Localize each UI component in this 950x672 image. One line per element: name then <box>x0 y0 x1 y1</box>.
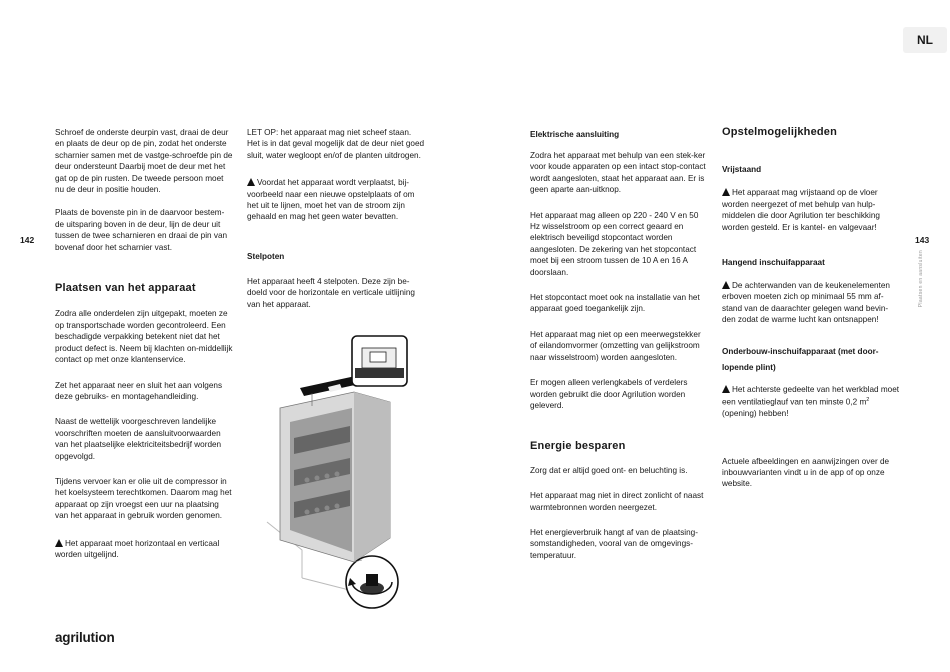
paragraph: Plaats de bovenste pin in de daarvoor bestem-de uitsparing boven in de deur, lijn de deur uit tussen de twee scharnieren en draai de pin van bovenaf door het scharnier vast. <box>55 208 228 252</box>
language-badge: NL <box>903 27 947 53</box>
paragraph: Tijdens vervoer kan er olie uit de compressor in het koelsysteem terechtkomen. Daarom mag het apparaat op zijn vroegst een uur na plaatsing van het apparaat in gebruik worden genomen. <box>55 476 232 521</box>
paragraph: Het apparaat mag niet op een meerwegstekker of eilandomvormer (omzetting van gelijkstroom naar wisselstroom) worden aangesloten. <box>530 329 701 362</box>
paragraph: Zorg dat er altijd goed ont- en beluchting is. <box>530 465 688 475</box>
paragraph: Het apparaat heeft 4 stelpoten. Deze zijn be-doeld voor de horizontale en verticale uitlijning van het apparaat. <box>247 276 415 309</box>
subsection-heading: Vrijstaand <box>722 165 762 175</box>
warning-icon <box>247 178 255 186</box>
paragraph: Er mogen alleen verlengkabels of verdelers worden gebruikt die door Agrilution worden geleverd. <box>530 378 688 410</box>
column-3 <box>530 127 708 573</box>
appliance-illustration <box>262 330 412 610</box>
section-heading: Plaatsen van het apparaat <box>55 282 196 295</box>
page-number-right: 143 <box>915 235 930 245</box>
agrilution-logo: agrilution <box>55 630 115 645</box>
subsection-heading: Onderbouw-inschuifapparaat (met door-lopende plint) <box>722 346 879 372</box>
page-number-left: 142 <box>20 235 35 245</box>
column-2 <box>247 127 425 322</box>
column-1 <box>55 127 233 572</box>
subsection-heading: Elektrische aansluiting <box>530 130 620 139</box>
paragraph: Het energieverbruik hangt af van de plaatsing-somstandigheden, vooral van de omgevings-temperatuur. <box>530 527 698 560</box>
paragraph: Het apparaat mag niet in direct zonlicht of naast warmtebronnen worden neergezet. <box>530 491 704 512</box>
paragraph: Het apparaat mag alleen op 220 - 240 V en 50 Hz wisselstroom op een correct geaard en elektrisch beveiligd stopcontact worden aangesloten. De zekering van het stopcontact moet bij een stroom tussen de 10 A en 16 A doorslaan. <box>530 210 699 277</box>
warning-paragraph: Voordat het apparaat wordt verplaatst, bij-voorbeeld naar een nieuwe opstelplaats of om het uit te lijnen, moet het van de stroom zijn gehaald en mag het geen water bevatten. <box>247 178 415 222</box>
paragraph: Zodra alle onderdelen zijn uitgepakt, moeten ze op transportschade worden gecontroleerd. Een beschadigde verpakking betekent niet dat het product defect is. Neem bij klachten on-middellijk contact op met onze klantenservice. <box>55 309 233 365</box>
subsection-heading: Stelpoten <box>247 251 285 261</box>
warning-icon <box>55 539 63 547</box>
warning-icon <box>722 385 730 393</box>
paragraph: Zodra het apparaat met behulp van een stek-ker voor koude apparaten op een intact stop-contact wordt aangesloten, staat het apparaat aan. Er is geen aparte aan-uitknop. <box>530 151 706 195</box>
warning-paragraph: Het apparaat mag vrijstaand op de vloer worden neergezet of met behulp van hulp-middelen die door Agrilution ter beschikking worden gesteld. Er is kantel- en valgevaar! <box>722 188 880 232</box>
subsection-heading: Hangend inschuifapparaat <box>722 258 825 268</box>
paragraph: Naast de wettelijk voorgeschreven landelijke voorschriften moeten de aansluitvoorwaarden van het plaatselijke elektriciteitsbedrijf worden opgevolgd. <box>55 417 222 461</box>
section-heading: Energie besparen <box>530 440 626 453</box>
warning-paragraph: De achterwanden van de keukenelementen erboven moeten zich op minimaal 55 mm af-stand van de daarachter gelegen wand bevin-den zodat de warme lucht kan ontsnappen! <box>722 281 890 325</box>
warning-icon <box>722 188 730 196</box>
paragraph: LET OP: het apparaat mag niet scheef staan. Het is in dat geval mogelijk dat de deur niet goed sluit, water wegloopt en/of de planten uitdrogen. <box>247 128 425 160</box>
section-heading: Opstelmogelijkheden <box>722 126 838 138</box>
column-4 <box>722 127 900 502</box>
warning-paragraph: Het achterste gedeelte van het werkblad moet een ventilatieglauf van ten minste 0,2 $m^2$ (opening) hebben! <box>722 384 900 419</box>
paragraph: Actuele afbeeldingen en aanwijzingen over de inbouwvarianten vindt u in de app of op onze website. <box>722 456 890 489</box>
warning-icon <box>722 281 730 289</box>
side-section-label: Plaatsen en aansluiten <box>918 250 924 308</box>
paragraph: Het stopcontact moet ook na installatie van het apparaat goed toegankelijk zijn. <box>530 293 700 314</box>
paragraph: Zet het apparaat neer en sluit het aan volgens deze gebruiks- en montagehandleiding. <box>55 380 223 401</box>
paragraph: Schroef de onderste deurpin vast, draai de deur en plaats de deur op de pin, zodat het onderste scharnier samen met de vastge-schroefde pin de deur ondersteunt Daarbij moet de deur met het gat op de pin rusten. De tweede persoon moet nu de deur in positie houden. <box>55 128 233 195</box>
warning-paragraph: Het apparaat moet horizontaal en verticaal worden uitgelijnd. <box>55 538 220 559</box>
